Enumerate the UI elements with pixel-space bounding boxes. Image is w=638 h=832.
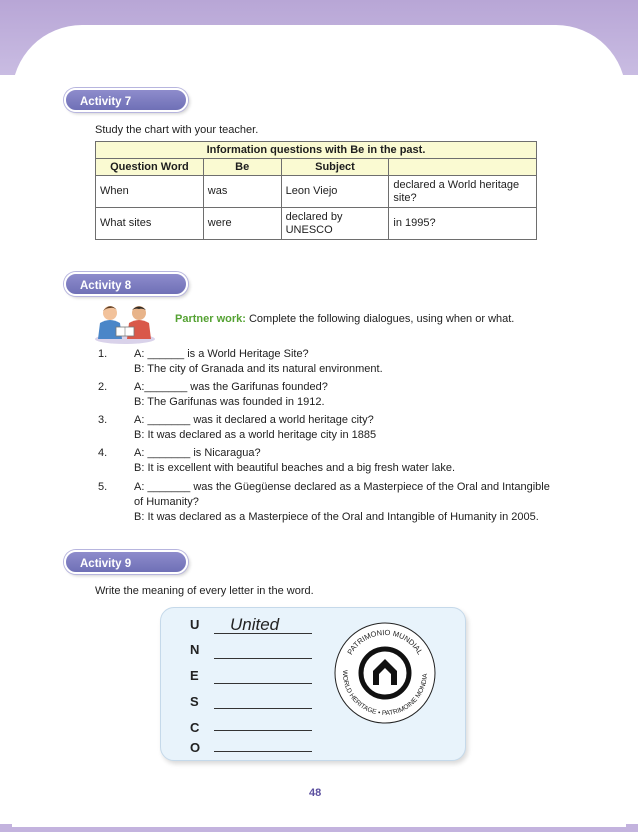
activity-9-badge: Activity 9 <box>64 550 188 574</box>
letter-u: U <box>190 617 200 632</box>
item-number: 1. <box>98 348 108 360</box>
chart-header-be: Be <box>203 159 281 176</box>
dialogue-item <box>134 480 558 525</box>
dialogue-question: A: _______ was the Güegüense declared as a Masterpiece of the Oral and Intangible of Humanity? <box>134 481 550 508</box>
dialogue-item <box>134 413 558 443</box>
table-cell: What sites <box>96 208 204 240</box>
partner-work-instruction <box>175 313 514 325</box>
dialogue-question: A: _______ was it declared a world heritage city? <box>134 414 374 426</box>
dialogue-item <box>134 446 558 476</box>
chart-header-blank <box>389 159 537 176</box>
dialogue-item <box>134 380 558 410</box>
activity-8-badge: Activity 8 <box>64 272 188 296</box>
table-row <box>96 176 537 208</box>
answer-line-c[interactable] <box>214 730 312 731</box>
table-cell: was <box>203 176 281 208</box>
table-cell: When <box>96 176 204 208</box>
partner-work-illustration <box>92 301 158 347</box>
table-cell: declared by UNESCO <box>281 208 389 240</box>
logo-text-bottom: WORLD HERITAGE • PATRIMOINE MONDIA <box>340 669 430 718</box>
activity-9-instruction: Write the meaning of every letter in the word. <box>95 585 314 597</box>
page-number: 48 <box>309 787 322 799</box>
example-answer: United <box>230 615 280 634</box>
answer-line-n[interactable] <box>214 658 312 659</box>
activity-7-badge: Activity 7 <box>64 88 188 112</box>
table-row <box>96 208 537 240</box>
table-cell: in 1995? <box>389 208 537 240</box>
dialogue-question: A: ______ is a World Heritage Site? <box>134 348 309 360</box>
dialogue-item <box>134 347 558 377</box>
world-heritage-logo <box>333 621 437 725</box>
letter-n: N <box>190 642 200 657</box>
dialogue-answer: B: The Garifunas was founded in 1912. <box>134 396 325 408</box>
table-cell: declared a World heritage site? <box>389 176 537 208</box>
logo-text-top: PATRIMONIO MUNDIAL <box>345 627 425 657</box>
table-cell: were <box>203 208 281 240</box>
letter-c: C <box>190 720 200 735</box>
item-number: 5. <box>98 481 108 493</box>
dialogue-answer: B: It was declared as a world heritage city in 1885 <box>134 429 377 441</box>
dialogue-question: A:_______ was the Garifunas founded? <box>134 381 328 393</box>
chart-header-question-word: Question Word <box>96 159 204 176</box>
partner-work-label: Partner work: <box>175 313 246 325</box>
partner-work-text: Complete the following dialogues, using when or what. <box>245 313 515 325</box>
item-number: 4. <box>98 447 108 459</box>
answer-line-e[interactable] <box>214 683 312 684</box>
be-past-chart <box>95 141 537 240</box>
item-number: 2. <box>98 381 108 393</box>
dialogue-answer: B: It was declared as a Masterpiece of the Oral and Intangible of Humanity in 2005. <box>134 511 539 523</box>
letter-e: E <box>190 668 199 683</box>
chart-header-subject: Subject <box>281 159 389 176</box>
letter-o: O <box>190 740 201 755</box>
item-number: 3. <box>98 414 108 426</box>
letter-s: S <box>190 694 199 709</box>
dialogue-answer: B: The city of Granada and its natural environment. <box>134 363 383 375</box>
answer-line-s[interactable] <box>214 708 312 709</box>
answer-line-o[interactable] <box>214 751 312 752</box>
dialogue-answer: B: It is excellent with beautiful beaches and a big fresh water lake. <box>134 462 456 474</box>
table-cell: Leon Viejo <box>281 176 389 208</box>
chart-title: Information questions with Be in the past. <box>96 142 537 159</box>
answer-line-u[interactable] <box>214 633 312 634</box>
dialogue-question: A: _______ is Nicaragua? <box>134 447 261 459</box>
activity-7-instruction: Study the chart with your teacher. <box>95 124 259 136</box>
